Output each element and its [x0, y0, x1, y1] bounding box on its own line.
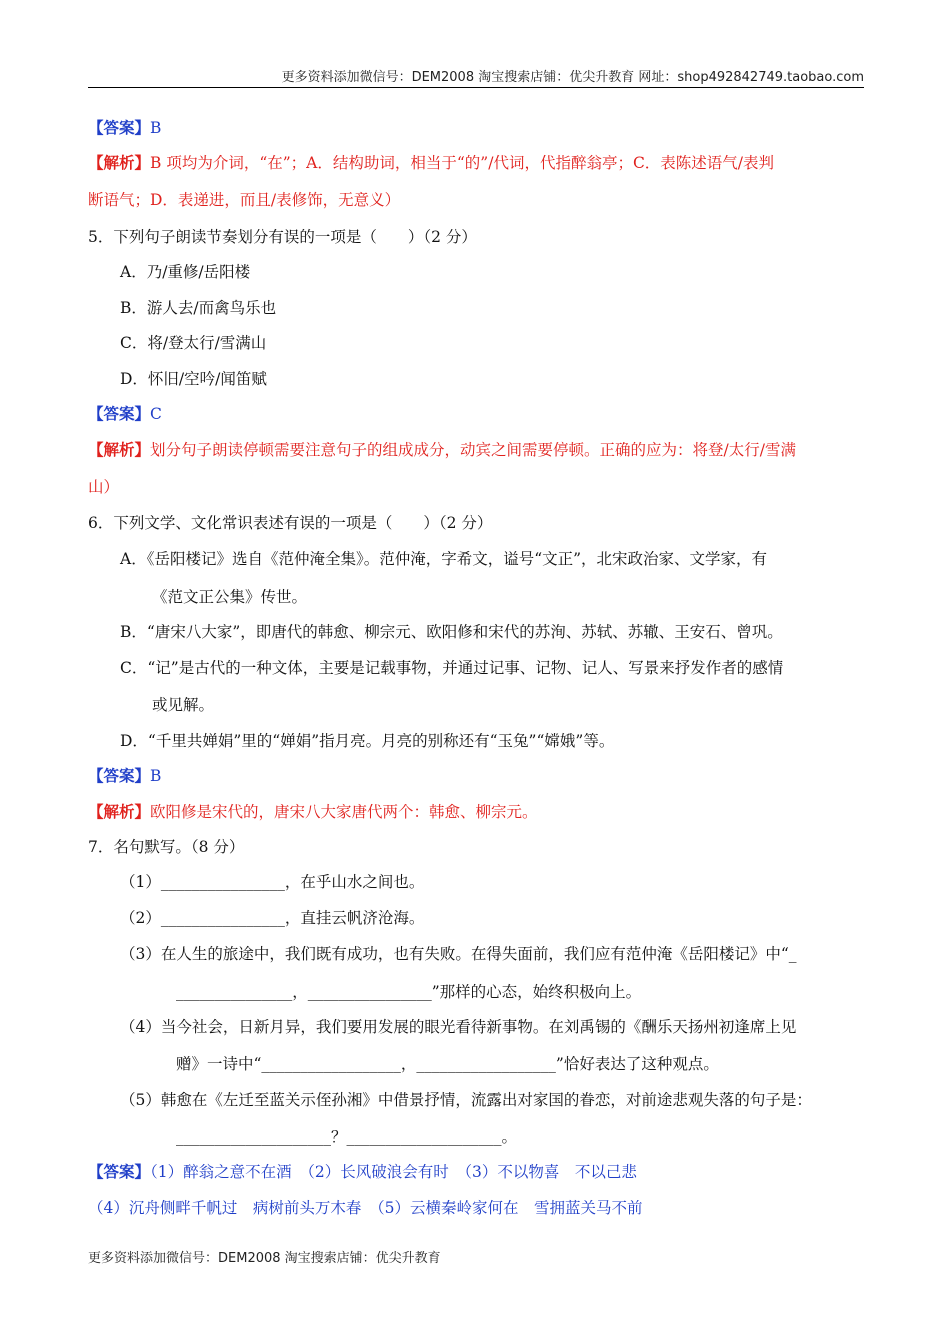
q7-item-1: （1）________________，在乎山水之间也。 — [120, 873, 425, 891]
q4-answer — [88, 118, 161, 138]
answer-tag: 【答案】 — [88, 1162, 151, 1181]
answer-value: C — [150, 405, 162, 423]
q5-option-d: D．怀旧/空吟/闻笛赋 — [120, 370, 267, 388]
answer-text: （1）醉翁之意不在酒 （2）长风破浪会有时 （3）不以物喜 不以己悲 — [150, 1163, 637, 1181]
q6-option-b: B．“唐宋八大家”，即唐代的韩愈、柳宗元、欧阳修和宋代的苏洵、苏轼、苏辙、王安石、曾巩。 — [120, 623, 783, 641]
q7-item-5-line1: （5）韩愈在《左迁至蓝关示侄孙湘》中借景抒情，流露出对家国的眷恋，对前途悲观失落的句子是： — [120, 1091, 812, 1109]
q7-item-3-line2: _______________，________________”那样的心态，始终积极向上。 — [176, 983, 642, 1001]
q5-analysis-line2: 山） — [88, 478, 120, 496]
q5-analysis-line1 — [88, 440, 796, 460]
answer-tag: 【答案】 — [88, 118, 151, 137]
analysis-text: 欧阳修是宋代的，唐宋八大家唐代两个：韩愈、柳宗元。 — [150, 803, 538, 821]
analysis-text: B 项均为介词，“在”；A．结构助词，相当于“的”/代词，代指醉翁亭；C．表陈述语气/表判 — [150, 154, 775, 172]
q7-item-4-line1: （4）当今社会，日新月异，我们要用发展的眼光看待新事物。在刘禹锡的《酬乐天扬州初逢席上见 — [120, 1018, 797, 1036]
page-header: 更多资料添加微信号：DEM2008 淘宝搜索店铺：优尖升教育 网址：shop492842749.taobao.com — [281, 70, 864, 85]
q6-option-c-line1: C．“记”是古代的一种文体，主要是记载事物，并通过记事、记物、记人、写景来抒发作者的感情 — [120, 659, 784, 677]
q7-item-2: （2）________________，直挂云帆济沧海。 — [120, 909, 425, 927]
answer-value: B — [150, 767, 162, 785]
analysis-text: 划分句子朗读停顿需要注意句子的组成成分，动宾之间需要停顿。正确的应为：将登/太行/雪满 — [150, 441, 796, 459]
analysis-tag: 【解析】 — [88, 153, 151, 172]
q4-analysis-line1 — [88, 153, 774, 173]
answer-value: B — [150, 119, 162, 137]
q6-option-c-line2: 或见解。 — [152, 696, 215, 714]
q5-answer — [88, 404, 162, 424]
q6-stem: 6．下列文学、文化常识表述有误的一项是（ ）（2 分） — [88, 514, 493, 532]
header-divider — [88, 87, 864, 88]
analysis-tag: 【解析】 — [88, 802, 151, 821]
analysis-tag: 【解析】 — [88, 440, 151, 459]
q7-answer-line1 — [88, 1162, 637, 1182]
q6-option-d: D．“千里共婵娟”里的“婵娟”指月亮。月亮的别称还有“玉兔”“嫦娥”等。 — [120, 732, 615, 750]
q7-answer-line2: （4）沉舟侧畔千帆过 病树前头万木春 （5）云横秦岭家何在 雪拥蓝关马不前 — [88, 1199, 643, 1217]
q6-analysis — [88, 802, 538, 822]
q5-option-b: B．游人去/而禽鸟乐也 — [120, 299, 277, 317]
q7-item-4-line2: 赠》一诗中“__________________，__________________”恰好表达了这种观点。 — [176, 1055, 719, 1073]
q5-stem: 5．下列句子朗读节奏划分有误的一项是（ ）（2 分） — [88, 228, 477, 246]
q4-analysis-line2: 断语气；D．表递进，而且/表修饰，无意义） — [88, 191, 401, 209]
q7-item-5-line2: ____________________？____________________。 — [176, 1128, 518, 1146]
q5-option-a: A．乃/重修/岳阳楼 — [120, 263, 251, 281]
q6-option-a-line1: A．《岳阳楼记》选自《范仲淹全集》。范仲淹，字希文，谥号“文正”，北宋政治家、文学家，有 — [120, 550, 768, 568]
q5-option-c: C．将/登太行/雪满山 — [120, 334, 267, 352]
answer-tag: 【答案】 — [88, 404, 151, 423]
q7-stem: 7．名句默写。（8 分） — [88, 838, 245, 856]
q6-option-a-line2: 《范文正公集》传世。 — [152, 588, 308, 606]
q7-item-3-line1: （3）在人生的旅途中，我们既有成功，也有失败。在得失面前，我们应有范仲淹《岳阳楼记》中“_ — [120, 945, 797, 963]
q6-answer — [88, 766, 161, 786]
answer-tag: 【答案】 — [88, 766, 151, 785]
page-footer: 更多资料添加微信号：DEM2008 淘宝搜索店铺：优尖升教育 — [88, 1251, 441, 1266]
